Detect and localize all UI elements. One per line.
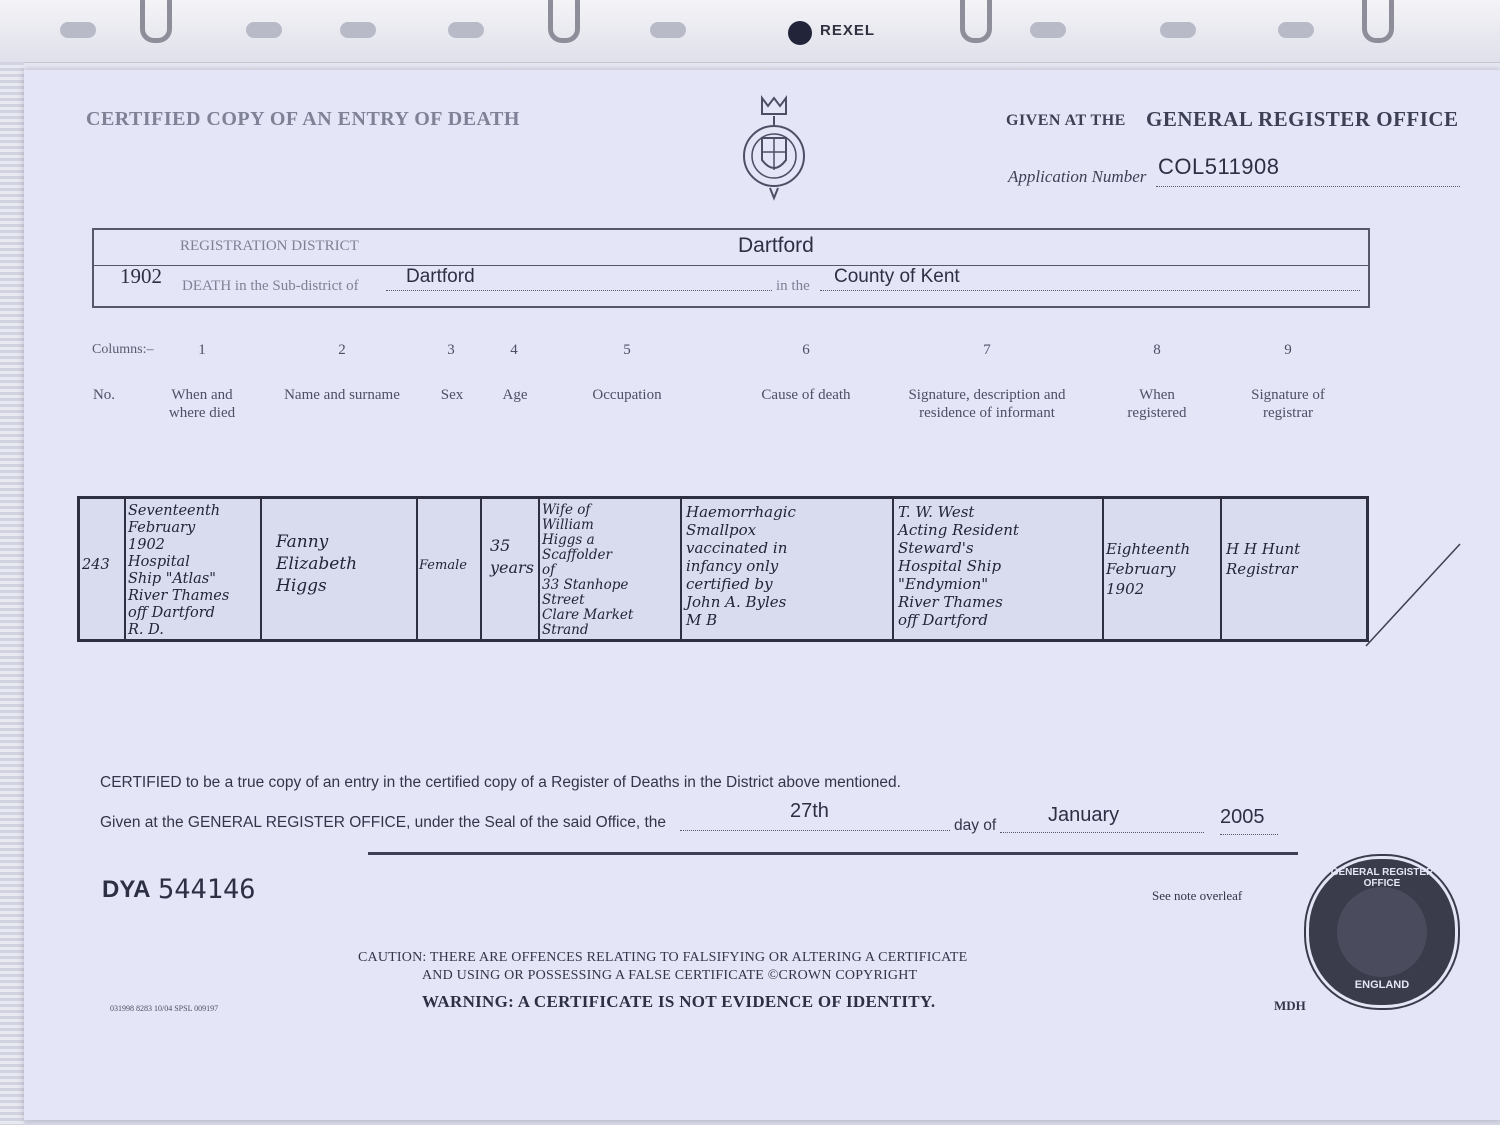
- binder-ring: [548, 0, 580, 43]
- column-header-informant: Signature, description and residence of informant: [908, 387, 1066, 421]
- column-number: 8: [1153, 342, 1161, 358]
- column-number: 1: [198, 342, 206, 358]
- punch-hole: [246, 22, 282, 38]
- entry-registrar: H H Hunt Registrar: [1226, 540, 1301, 578]
- column-header-when-registered: When registered: [1127, 387, 1187, 421]
- registration-district: Dartford: [738, 234, 814, 257]
- seal-top-text: GENERAL REGISTER OFFICE: [1330, 867, 1434, 889]
- rexel-brand: REXEL: [820, 22, 876, 39]
- royal-arms-icon: [1337, 887, 1427, 977]
- caution-line-2: AND USING OR POSSESSING A FALSE CERTIFICATE ©CROWN COPYRIGHT: [422, 968, 918, 983]
- column-divider: [538, 499, 540, 639]
- column-divider: [124, 499, 126, 639]
- given-at-office: GENERAL REGISTER OFFICE: [1146, 107, 1459, 131]
- binder-ring: [140, 0, 172, 43]
- column-divider: [892, 499, 894, 639]
- royal-crest-icon: [740, 94, 808, 206]
- column-number: 9: [1284, 342, 1292, 358]
- column-number: 3: [447, 342, 455, 358]
- sleeve-edge: [0, 62, 24, 1125]
- death-certificate: [24, 70, 1500, 1120]
- subdistrict: Dartford: [406, 266, 475, 287]
- certification-month: January: [1048, 804, 1120, 826]
- column-number: 5: [623, 342, 631, 358]
- entry-name: Fanny Elizabeth Higgs: [276, 532, 358, 596]
- punch-hole: [1278, 22, 1314, 38]
- column-divider: [260, 499, 262, 639]
- registration-district-label: REGISTRATION DISTRICT: [180, 238, 359, 254]
- entry-row: [77, 496, 1369, 642]
- issuer-initials: MDH: [1274, 998, 1306, 1013]
- column-divider: [1102, 499, 1104, 639]
- column-header-name: Name and surname: [284, 387, 400, 403]
- entry-when-registered: Eighteenth February 1902: [1106, 540, 1191, 598]
- certification-statement: CERTIFIED to be a true copy of an entry in the certified copy of a Register of Deaths in the District above mentioned.: [100, 774, 901, 791]
- column-header-cause-of-death: Cause of death: [761, 387, 851, 403]
- entry-informant: T. W. West Acting Resident Steward's Hospital Ship "Endymion" River Thames off Dartford: [898, 503, 1019, 629]
- application-number: COL511908: [1158, 154, 1280, 179]
- cancellation-stroke: [1364, 540, 1464, 650]
- county: County of Kent: [834, 266, 960, 287]
- punch-hole: [340, 22, 376, 38]
- entry-when-where: Seventeenth February 1902 Hospital Ship "Atlas" River Thames off Dartford R. D.: [128, 503, 230, 638]
- application-number-label: Application Number: [1008, 167, 1147, 186]
- column-divider: [480, 499, 482, 639]
- entry-sex: Female: [419, 558, 467, 573]
- print-code: 031998 8283 10/04 SPSL 009197: [110, 1004, 219, 1013]
- certificate-title: CERTIFIED COPY OF AN ENTRY OF DEATH: [86, 108, 520, 130]
- column-divider: [680, 499, 682, 639]
- entry-number: 243: [82, 557, 110, 573]
- column-number: 2: [338, 342, 346, 358]
- punch-hole: [650, 22, 686, 38]
- column-header-age: Age: [502, 387, 528, 403]
- caution-line-1: CAUTION: THERE ARE OFFENCES RELATING TO FALSIFYING OR ALTERING A CERTIFICATE: [358, 950, 968, 965]
- certification-given-prefix: Given at the GENERAL REGISTER OFFICE, under the Seal of the said Office, the: [100, 814, 666, 831]
- in-the-label: in the: [776, 278, 810, 294]
- punch-hole: [448, 22, 484, 38]
- column-header-registrar: Signature of registrar: [1251, 387, 1325, 421]
- warning-statement: WARNING: A CERTIFICATE IS NOT EVIDENCE OF IDENTITY.: [422, 992, 936, 1011]
- serial-prefix: DYA: [102, 876, 151, 903]
- punch-hole: [1030, 22, 1066, 38]
- sleeve-top-edge: [0, 0, 1500, 63]
- columns-label: Columns:–: [92, 342, 154, 357]
- certification-year: 2005: [1220, 806, 1265, 828]
- day-of-label: day of: [954, 817, 997, 834]
- column-header-occupation: Occupation: [592, 387, 662, 403]
- column-header-sex: Sex: [440, 387, 464, 403]
- column-divider: [416, 499, 418, 639]
- certification-day: 27th: [790, 800, 829, 822]
- entry-cause-of-death: Haemorrhagic Smallpox vaccinated in infancy only certified by John A. Byles M B: [686, 503, 796, 629]
- punch-hole: [1160, 22, 1196, 38]
- entry-age: 35 years: [490, 536, 534, 577]
- column-header-no: No.: [92, 387, 116, 403]
- binder-ring: [960, 0, 992, 43]
- entry-occupation: Wife of William Higgs a Scaffolder of 33 Stanhope Street Clare Market Strand: [542, 502, 634, 638]
- column-divider: [1220, 499, 1222, 639]
- see-note-overleaf: See note overleaf: [1152, 888, 1243, 903]
- registration-year: 1902: [120, 264, 162, 288]
- punch-hole: [60, 22, 96, 38]
- separator-rule: [368, 852, 1298, 855]
- general-register-office-seal: [1306, 856, 1458, 1008]
- column-number: 6: [802, 342, 810, 358]
- serial-number: 544146: [158, 874, 256, 905]
- column-header-when-where-died: When and where died: [168, 387, 236, 421]
- given-at-prefix: GIVEN AT THE: [1006, 112, 1126, 129]
- seal-bottom-text: ENGLAND: [1354, 979, 1410, 991]
- column-number: 7: [983, 342, 991, 358]
- column-number: 4: [510, 342, 518, 358]
- registration-divider: [94, 265, 1368, 266]
- subdistrict-label: DEATH in the Sub-district of: [182, 278, 359, 294]
- rexel-logo-icon: [788, 21, 812, 45]
- binder-ring: [1362, 0, 1394, 43]
